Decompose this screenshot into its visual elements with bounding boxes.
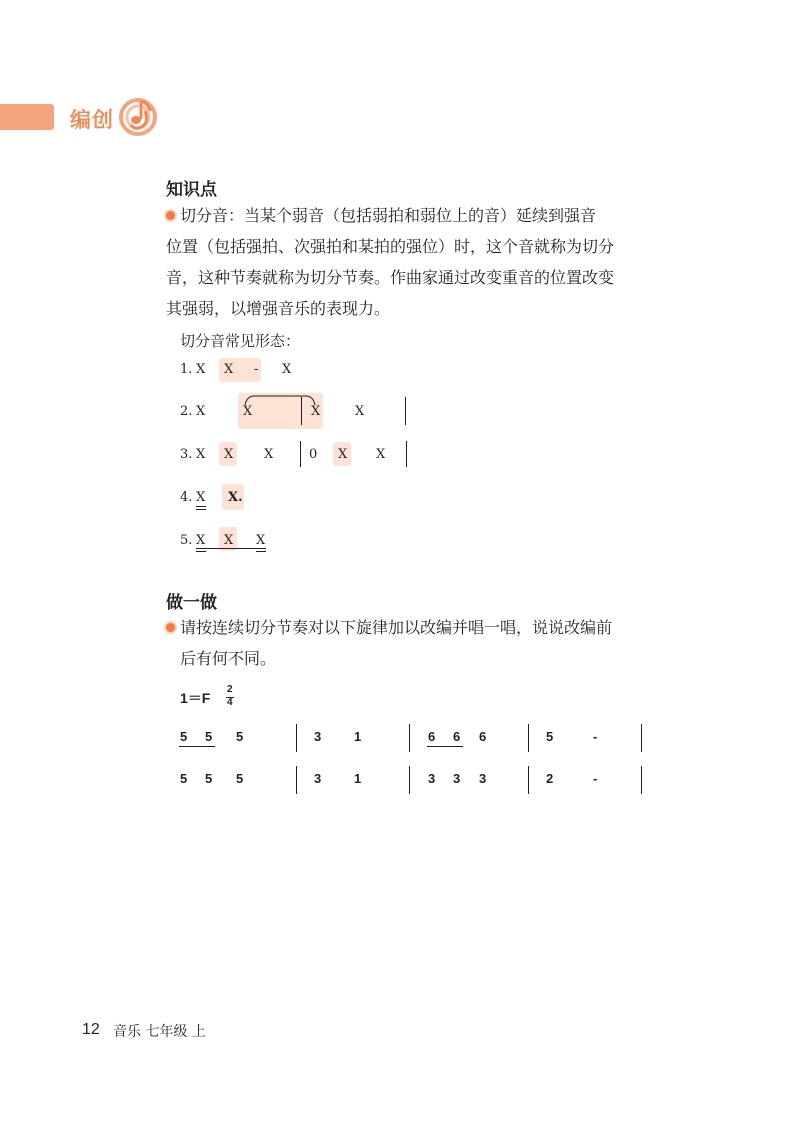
bullet-icon <box>166 623 175 632</box>
rhythm-note: X <box>224 533 234 548</box>
rhythm-note: X <box>338 447 348 462</box>
score-note: 5 <box>236 729 244 744</box>
knowledge-line: 音，这种节奏就称为切分节奏。作曲家通过改变重音的位置改变 <box>166 268 615 287</box>
score-note: 6 <box>453 729 461 744</box>
bullet-icon <box>166 211 175 220</box>
rhythm-note: X. <box>228 490 243 505</box>
score-note: 3 <box>314 771 322 786</box>
rhythm-note: X <box>196 362 206 377</box>
bar-line <box>641 724 642 752</box>
bar-line <box>301 397 302 425</box>
score-note: 3 <box>428 771 436 786</box>
score-note: 5 <box>180 729 188 744</box>
bar-line <box>528 766 529 794</box>
section-tab-bar <box>0 104 54 130</box>
forms-heading: 切分音常见形态： <box>180 332 301 350</box>
knowledge-line: 其强弱，以增强音乐的表现力。 <box>166 299 391 318</box>
music-note-logo-icon <box>117 95 159 137</box>
underline <box>196 509 206 510</box>
score-note: 3 <box>453 771 461 786</box>
form-number: 5. <box>180 533 193 548</box>
bar-line <box>405 397 406 425</box>
bar-line <box>528 724 529 752</box>
knowledge-heading: 知识点 <box>166 180 217 200</box>
rhythm-note: X <box>224 362 234 377</box>
rhythm-dash: - <box>254 362 259 377</box>
practice-line: 请按连续切分节奏对以下旋律加以改编并唱一唱，说说改编前 <box>166 612 646 643</box>
book-title: 音乐 七年级 上 <box>113 1024 206 1040</box>
underline <box>196 551 206 552</box>
form-number: 4. <box>180 490 193 505</box>
form-number: 2. <box>180 404 193 419</box>
rhythm-note: X <box>196 533 206 548</box>
underline <box>196 548 266 549</box>
key-signature: 1＝F <box>180 690 211 706</box>
rhythm-note: X <box>224 447 234 462</box>
form-number: 3. <box>180 447 193 462</box>
rhythm-note: X <box>243 404 253 419</box>
knowledge-line: 位置（包括强拍、次强拍和某拍的强位）时，这个音就称为切分 <box>166 237 615 256</box>
rhythm-rest: 0 <box>309 447 318 462</box>
score-note: 5 <box>180 771 188 786</box>
practice-paragraph <box>166 612 646 674</box>
score-note: 1 <box>354 729 362 744</box>
rhythm-note: X <box>196 404 206 419</box>
knowledge-paragraph <box>166 200 646 324</box>
bar-line <box>296 724 297 752</box>
rhythm-note: X <box>264 447 274 462</box>
bar-line <box>296 766 297 794</box>
time-signature-top: 2 <box>227 684 233 695</box>
score-note: 5 <box>546 729 554 744</box>
bar-line <box>409 766 410 794</box>
underline <box>196 506 206 507</box>
score-note: 5 <box>205 729 213 744</box>
score-dash: - <box>593 771 598 786</box>
bar-line <box>409 724 410 752</box>
time-signature-bottom: 4 <box>227 697 233 708</box>
score-note: 3 <box>479 771 487 786</box>
score-note: 5 <box>205 771 213 786</box>
bar-line <box>406 441 407 467</box>
rhythm-note: X <box>256 533 266 548</box>
page-number: 12 <box>82 1021 100 1038</box>
underline <box>179 746 215 747</box>
score-note: 1 <box>354 771 362 786</box>
score-note: 6 <box>428 729 436 744</box>
form-number: 1. <box>180 362 193 377</box>
score-note: 6 <box>479 729 487 744</box>
score-note: 2 <box>546 771 554 786</box>
practice-heading: 做一做 <box>166 593 217 613</box>
practice-line: 后有何不同。 <box>180 649 277 668</box>
score-note: 3 <box>314 729 322 744</box>
score-dash: - <box>593 729 598 744</box>
tie-mark <box>242 394 318 406</box>
bar-line <box>300 441 301 467</box>
rhythm-note: X <box>355 404 365 419</box>
rhythm-note: X <box>282 362 292 377</box>
bar-line <box>641 766 642 794</box>
rhythm-note: X <box>311 404 321 419</box>
rhythm-note: X <box>196 447 206 462</box>
underline <box>256 551 266 552</box>
rhythm-note: X <box>196 490 206 505</box>
knowledge-line: 切分音：当某个弱音（包括弱拍和弱位上的音）延续到强音 <box>166 200 646 231</box>
section-title: 编创 <box>70 108 114 132</box>
score-note: 5 <box>236 771 244 786</box>
rhythm-note: X <box>376 447 386 462</box>
underline <box>427 746 463 747</box>
